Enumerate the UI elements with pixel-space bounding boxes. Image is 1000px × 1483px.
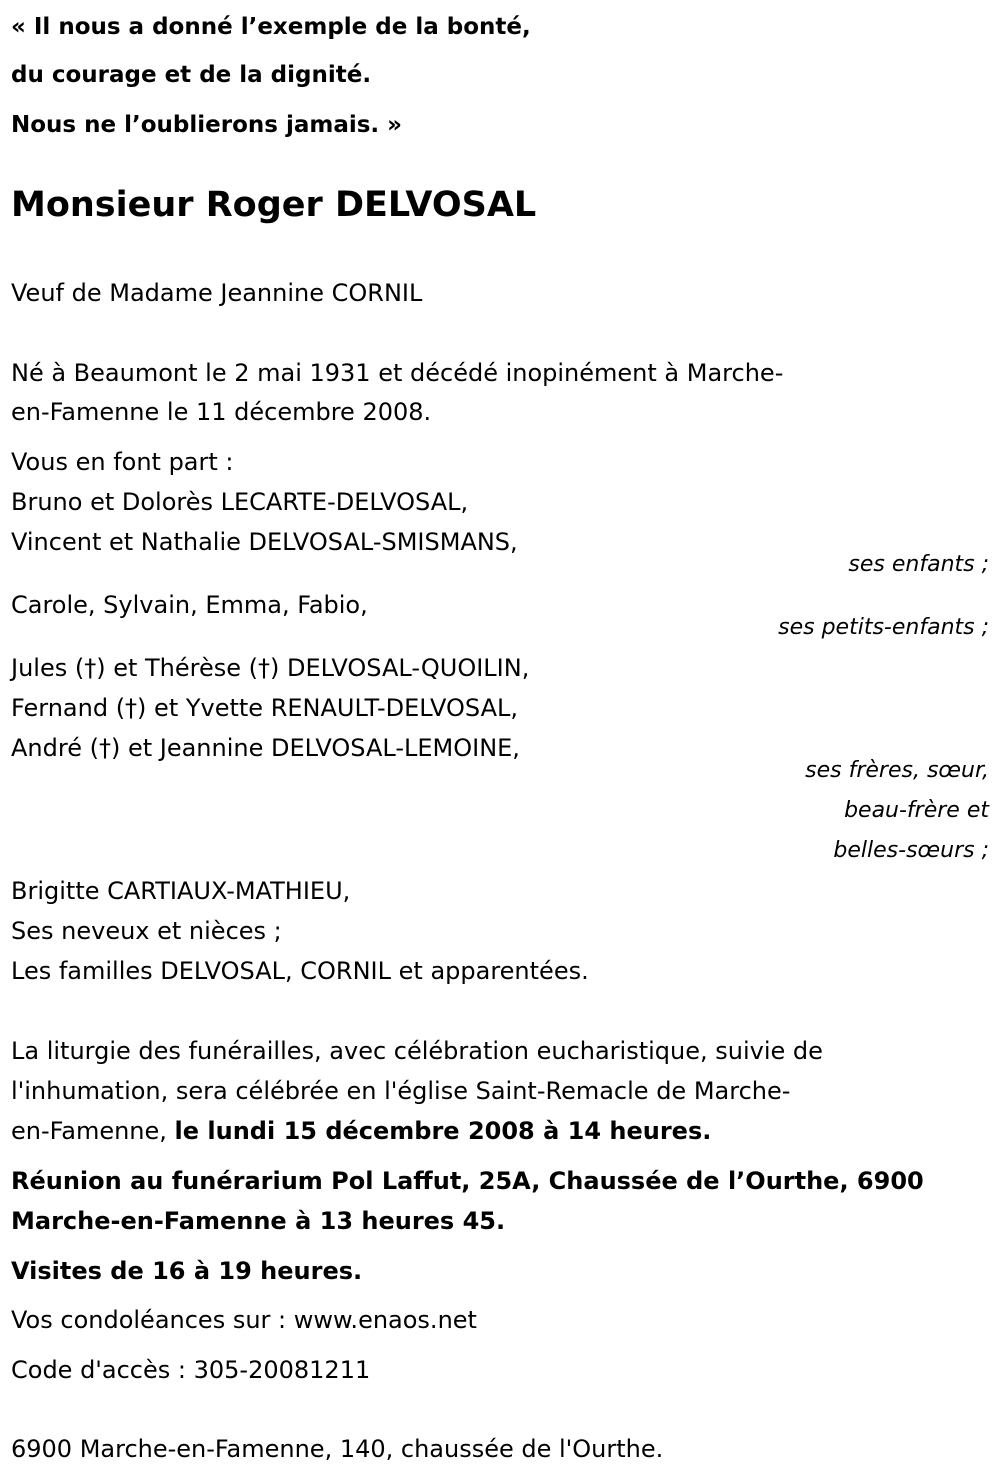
grandchildren-line: Carole, Sylvain, Emma, Fabio, bbox=[11, 591, 368, 619]
liturgy-line-1: La liturgie des funérailles, avec célébration eucharistique, suivie de bbox=[11, 1037, 823, 1065]
children-line-1: Bruno et Dolorès LECARTE-DELVOSAL, bbox=[11, 488, 469, 516]
liturgy-prefix: en-Famenne, bbox=[11, 1117, 167, 1145]
meeting-line-2: Marche-en-Famenne à 13 heures 45. bbox=[11, 1207, 506, 1235]
siblings-line-3: André (†) et Jeannine DELVOSAL-LEMOINE, bbox=[11, 734, 520, 762]
address-line: 6900 Marche-en-Famenne, 140, chaussée de l'Ourthe. bbox=[11, 1435, 664, 1463]
siblings-role-2: beau-frère et bbox=[844, 798, 989, 823]
others-line-3: Les familles DELVOSAL, CORNIL et apparentées. bbox=[11, 957, 589, 985]
liturgy-line-3 bbox=[11, 1116, 711, 1146]
siblings-role-3: belles-sœurs ; bbox=[833, 838, 989, 863]
visits-line: Visites de 16 à 19 heures. bbox=[11, 1257, 363, 1285]
quote-line-2: du courage et de la dignité. bbox=[11, 62, 372, 88]
condolences-line: Vos condoléances sur : www.enaos.net bbox=[11, 1306, 477, 1334]
liturgy-line-2: l'inhumation, sera célébrée en l'église Saint-Remacle de Marche- bbox=[11, 1077, 791, 1105]
others-line-2: Ses neveux et nièces ; bbox=[11, 917, 282, 945]
siblings-line-2: Fernand (†) et Yvette RENAULT-DELVOSAL, bbox=[11, 694, 519, 722]
liturgy-date: le lundi 15 décembre 2008 à 14 heures. bbox=[174, 1117, 712, 1145]
quote-line-3: Nous ne l’oublierons jamais. » bbox=[11, 112, 403, 138]
spouse-line: Veuf de Madame Jeannine CORNIL bbox=[11, 279, 423, 307]
birth-death-line-1: Né à Beaumont le 2 mai 1931 et décédé inopinément à Marche- bbox=[11, 359, 784, 387]
access-code-line: Code d'accès : 305-20081211 bbox=[11, 1356, 371, 1384]
children-role: ses enfants ; bbox=[848, 552, 989, 577]
siblings-role-1: ses frères, sœur, bbox=[805, 758, 989, 783]
children-line-2: Vincent et Nathalie DELVOSAL-SMISMANS, bbox=[11, 528, 518, 556]
meeting-line-1: Réunion au funérarium Pol Laffut, 25A, Chaussée de l’Ourthe, 6900 bbox=[11, 1167, 924, 1195]
announce-line: Vous en font part : bbox=[11, 448, 234, 476]
deceased-name: Monsieur Roger DELVOSAL bbox=[11, 185, 537, 225]
siblings-line-1: Jules (†) et Thérèse (†) DELVOSAL-QUOILIN, bbox=[11, 654, 530, 682]
birth-death-line-2: en-Famenne le 11 décembre 2008. bbox=[11, 398, 432, 426]
others-line-1: Brigitte CARTIAUX-MATHIEU, bbox=[11, 877, 351, 905]
quote-line-1: « Il nous a donné l’exemple de la bonté, bbox=[11, 14, 531, 40]
grandchildren-role: ses petits-enfants ; bbox=[778, 615, 989, 640]
